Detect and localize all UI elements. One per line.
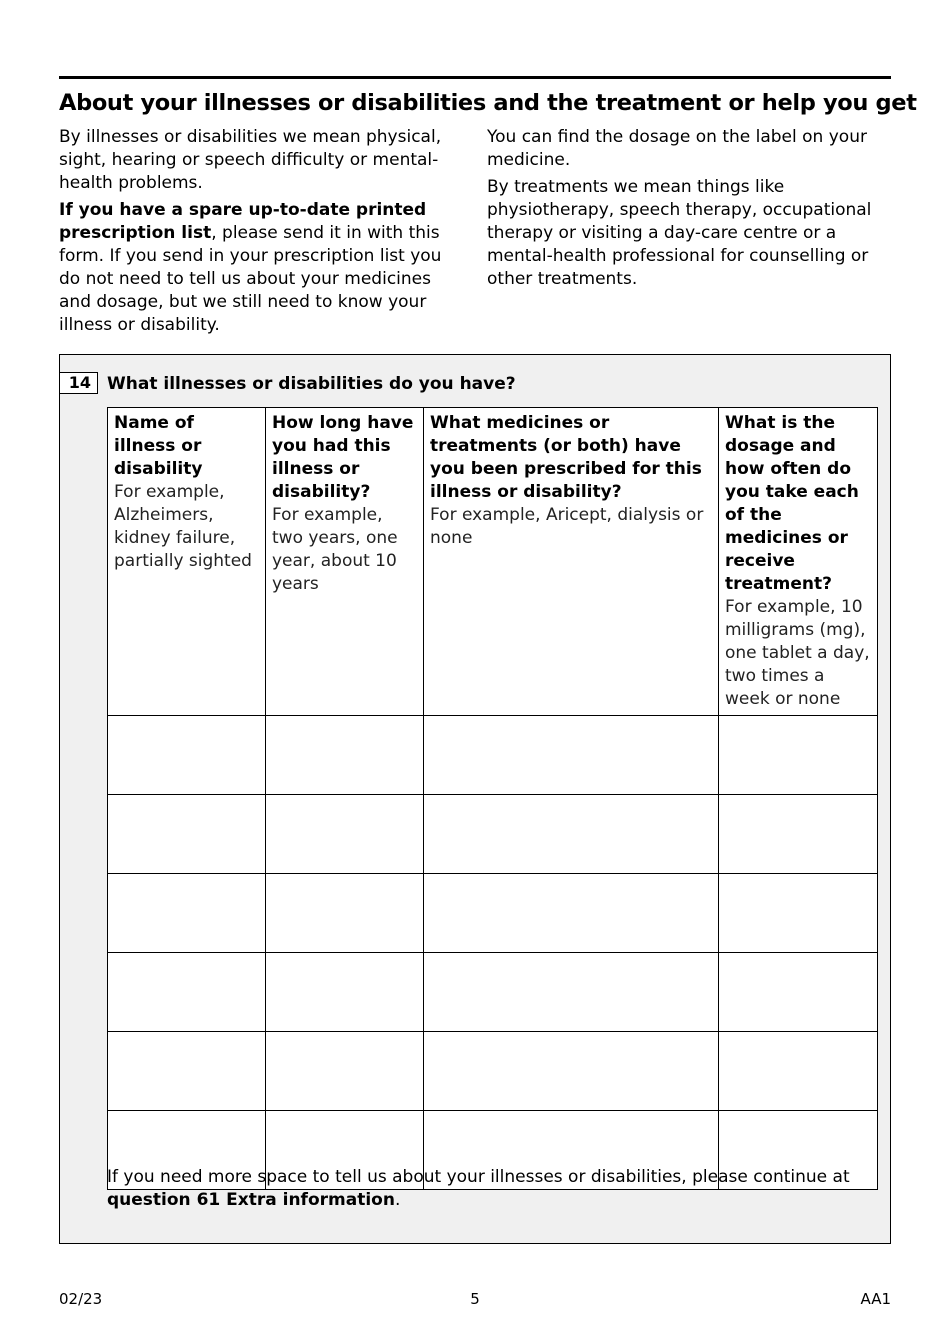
more-space-note: [107, 1166, 877, 1212]
how-long-field[interactable]: [266, 1032, 424, 1111]
medicines-field[interactable]: [424, 874, 719, 953]
medicines-field[interactable]: [424, 795, 719, 874]
table-row: [108, 874, 878, 953]
intro-left-p1: By illnesses or disabilities we mean physical, sight, hearing or speech difficulty or mental-health problems.: [59, 127, 442, 193]
prescription-list-bold: If you have a spare up-to-date printed prescription list: [59, 200, 427, 243]
dosage-field[interactable]: [719, 874, 878, 953]
more-space-end: .: [394, 1190, 401, 1210]
medicines-field[interactable]: [424, 953, 719, 1032]
dosage-field[interactable]: [719, 795, 878, 874]
dosage-field[interactable]: [719, 953, 878, 1032]
illness-name-field[interactable]: [108, 1032, 266, 1111]
intro-right: [487, 126, 887, 295]
footer-page-number: 5: [470, 1290, 480, 1308]
how-long-field[interactable]: [266, 795, 424, 874]
top-rule: [59, 76, 891, 79]
dosage-field[interactable]: [719, 716, 878, 795]
table-row: [108, 716, 878, 795]
question-14-panel: [59, 354, 891, 1244]
how-long-field[interactable]: [266, 953, 424, 1032]
illness-table: [107, 407, 878, 1190]
footer-date: 02/23: [59, 1290, 103, 1308]
section-title: About your illnesses or disabilities and the treatment or help you get: [59, 90, 917, 116]
illness-name-field[interactable]: [108, 874, 266, 953]
intro-right-p1: You can find the dosage on the label on your medicine.: [487, 127, 867, 170]
header-medicines: What medicines or treatments (or both) have you been prescribed for this illness or disability? For example, Aricept, dialysis or none: [424, 408, 719, 716]
illness-name-field[interactable]: [108, 716, 266, 795]
intro-left-p2: [59, 199, 451, 337]
dosage-field[interactable]: [719, 1032, 878, 1111]
illness-name-field[interactable]: [108, 953, 266, 1032]
header-how-long: How long have you had this illness or disability? For example, two years, one year, about 10 years: [266, 408, 424, 716]
question-text: What illnesses or disabilities do you have?: [107, 374, 516, 394]
table-row: [108, 953, 878, 1032]
header-dosage: What is the dosage and how often do you take each of the medicines or receive treatment? For example, 10 milligrams (mg), one tablet a day, two times a week or none: [719, 408, 878, 716]
question-number: 14: [60, 372, 98, 394]
how-long-field[interactable]: [266, 716, 424, 795]
medicines-field[interactable]: [424, 1032, 719, 1111]
intro-left: [59, 126, 451, 341]
table-row: [108, 1032, 878, 1111]
illness-name-field[interactable]: [108, 795, 266, 874]
header-illness-name: Name of illness or disability For example, Alzheimers, kidney failure, partially sighted: [108, 408, 266, 716]
intro-right-p2: By treatments we mean things like physiotherapy, speech therapy, occupational therapy or visiting a day-care centre or a mental-health professional for counselling or other treatments.: [487, 177, 872, 289]
extra-info-reference: question 61 Extra information: [107, 1190, 395, 1210]
intro-left-p2-rest: , please send it in with this form. If you send in your prescription list you do not need to tell us about your medicines and dosage, but we still need to know your illness or disability.: [59, 223, 442, 335]
table-row: [108, 795, 878, 874]
footer-form-code: AA1: [860, 1290, 891, 1308]
medicines-field[interactable]: [424, 716, 719, 795]
table-header-row: [108, 408, 878, 716]
how-long-field[interactable]: [266, 874, 424, 953]
more-space-text: If you need more space to tell us about your illnesses or disabilities, please continue at: [107, 1167, 850, 1187]
